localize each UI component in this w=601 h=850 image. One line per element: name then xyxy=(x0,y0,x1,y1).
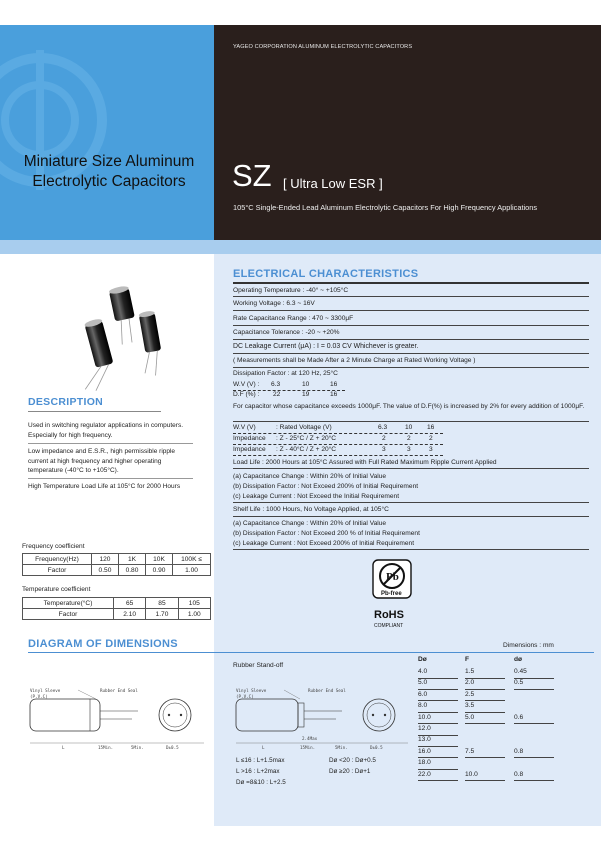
table-cell: 1.00 xyxy=(173,565,211,576)
dimension-cell: 3.5 xyxy=(465,702,475,710)
impedance-dash-rule xyxy=(233,455,443,456)
dc-leakage: DC Leakage Current (μA) : I = 0.03 CV Whichever is greater. xyxy=(233,343,419,350)
table-cell: 65 xyxy=(113,598,145,609)
impedance-row1-cond: : Z - 25°C / Z + 20°C xyxy=(276,435,337,442)
load-life-c: (c) Leakage Current : Not Exceed the Initial Requirement xyxy=(233,493,400,500)
row-divider xyxy=(233,421,589,422)
right-lead1-label: 15Min. xyxy=(300,745,316,750)
frequency-coefficient-caption: Frequency coefficient xyxy=(22,543,85,550)
impedance-row2-value: 3 xyxy=(429,446,433,453)
row-divider xyxy=(233,516,589,517)
table-cell: 10K xyxy=(146,554,173,565)
impedance-row1-value: 2 xyxy=(382,435,386,442)
measurement-note: ( Measurements shall be Made After a 2 Minute Charge at Rated Working Voltage ) xyxy=(233,357,476,364)
table-cell: 1.00 xyxy=(178,609,210,620)
right-dia-label: D±0.5 xyxy=(370,745,383,750)
dimension-cell-rule xyxy=(465,712,505,713)
left-seal-label: Rubber End Seal xyxy=(100,688,138,693)
df-value: 19 xyxy=(302,391,310,398)
dimension-cell: 0.45 xyxy=(514,668,527,675)
description-divider xyxy=(28,478,193,479)
dimension-cell-rule xyxy=(418,757,458,758)
dimension-header: F xyxy=(465,656,470,663)
table-cell: 2.10 xyxy=(113,609,145,620)
dimension-cell: 18.0 xyxy=(418,759,431,767)
dimension-note: L >16 : L+2max xyxy=(236,768,280,775)
table-row xyxy=(23,565,211,576)
dimension-cell-rule xyxy=(465,780,505,781)
dimension-cell: 7.5 xyxy=(465,747,475,755)
capacitor-drawing-right xyxy=(234,685,414,755)
shelf-life-a: (a) Capacitance Change : Within 20% of Initial Value xyxy=(233,520,387,527)
product-title-line2: Electrolytic Capacitors xyxy=(32,173,186,190)
table-cell: 0.80 xyxy=(118,565,145,576)
dimension-cell: 22.0 xyxy=(418,770,431,778)
dimension-cell-rule xyxy=(418,769,458,770)
frequency-coefficient-table xyxy=(22,553,211,576)
dimension-cell: 0.8 xyxy=(514,770,524,778)
description-item-3: High Temperature Load Life at 105°C for 2000 Hours xyxy=(28,483,181,490)
dimension-cell: 6.0 xyxy=(418,690,428,698)
table-row xyxy=(23,609,211,620)
operating-temperature: Operating Temperature : -40° ~ +105°C xyxy=(233,287,349,294)
rubber-standoff-label: Rubber Stand-off xyxy=(233,662,284,669)
dimension-cell-rule xyxy=(418,780,458,781)
left-sleeve-sub: (P.V.C) xyxy=(30,694,48,699)
right-lead2-label: 5Min. xyxy=(335,745,348,750)
load-life-b: (b) Dissipation Factor : Not Exceed 200% of Initial Requirement xyxy=(233,483,419,490)
table-cell: 100K ≤ xyxy=(173,554,211,565)
right-sleeve-label: Vinyl Sleeve xyxy=(236,688,267,693)
dimension-cell-rule xyxy=(418,689,458,690)
load-life-a: (a) Capacitance Change : Within 20% of Initial Value xyxy=(233,473,387,480)
pb-symbol: Pb xyxy=(386,571,399,583)
row-divider xyxy=(233,502,589,503)
dimension-cell-rule xyxy=(514,780,554,781)
dimension-cell-rule xyxy=(418,678,458,679)
series-subtitle: [ Ultra Low ESR ] xyxy=(283,176,383,191)
left-dia-label: D±0.5 xyxy=(166,745,179,750)
shelf-life-c: (c) Leakage Current : Not Exceed 200% of Initial Requirement xyxy=(233,540,415,547)
electrical-rule xyxy=(233,282,589,284)
table-cell: 1.70 xyxy=(146,609,178,620)
table-row xyxy=(23,554,211,565)
row-divider xyxy=(233,310,589,311)
description-rule xyxy=(28,411,161,412)
dimension-cell: 16.0 xyxy=(418,747,431,755)
row-divider xyxy=(233,325,589,326)
description-divider xyxy=(28,443,193,444)
imp-wv-value: 16 xyxy=(427,424,435,431)
dimension-cell-rule xyxy=(418,700,458,701)
left-lead1-label: 15Min. xyxy=(98,745,114,750)
dimension-header: Dø xyxy=(418,656,427,663)
dimension-cell-rule xyxy=(465,723,505,724)
impedance-row1-value: 2 xyxy=(407,435,411,442)
capacitor-product-image xyxy=(60,284,180,394)
dimension-cell-rule xyxy=(418,735,458,736)
dimension-header: dø xyxy=(514,656,523,663)
imp-wv-value: 6.3 xyxy=(378,424,388,431)
header-strip xyxy=(0,240,601,254)
row-divider xyxy=(233,339,589,340)
imp-wv-value: 10 xyxy=(405,424,413,431)
df-wv-value: 16 xyxy=(330,381,338,388)
dissipation-title: Dissipation Factor : at 120 Hz, 25°C xyxy=(233,370,338,377)
impedance-row2-value: 3 xyxy=(407,446,411,453)
header-blue-panel xyxy=(0,25,214,240)
dimension-cell-rule xyxy=(465,757,505,758)
dimension-cell: 5.0 xyxy=(418,679,428,687)
df-value: 16 xyxy=(330,391,338,398)
series-name: SZ xyxy=(232,158,272,193)
dimension-cell: 13.0 xyxy=(418,736,431,744)
dimensions-unit: Dimensions : mm xyxy=(503,642,554,649)
impedance-row2-cond: : Z - 40°C / Z + 20°C xyxy=(276,446,337,453)
temperature-coefficient-caption: Temperature coefficient xyxy=(22,586,91,593)
dimension-note: Dø ≥20 : Dø+1 xyxy=(329,768,371,775)
temperature-coefficient-table xyxy=(22,597,211,620)
product-title xyxy=(4,152,214,192)
df-wv-value: 6.3 xyxy=(271,381,281,388)
dimension-cell-rule xyxy=(418,712,458,713)
dimension-note: L ≤16 : L+1.5max xyxy=(236,757,285,764)
company-name: YAGEO CORPORATION ALUMINUM ELECTROLYTIC CAPACITORS xyxy=(233,44,413,50)
capacitance-range: Rate Capacitance Range : 470 ~ 3300μF xyxy=(233,315,354,322)
df-label: D.F (%) : xyxy=(233,391,260,398)
row-divider xyxy=(233,353,589,354)
dimension-cell: 2.0 xyxy=(465,679,475,687)
impedance-row2-label: Impedance xyxy=(233,446,266,453)
dimension-cell-rule xyxy=(465,700,505,701)
table-cell: 105 xyxy=(178,598,210,609)
description-heading: DESCRIPTION xyxy=(28,396,104,408)
rohs-label: RoHS xyxy=(374,609,404,621)
dimension-cell-rule xyxy=(418,746,458,747)
dimension-note: Dø =8&10 : L+2.5 xyxy=(236,779,286,786)
impedance-dash-rule xyxy=(233,433,443,434)
table-cell: 1K xyxy=(118,554,145,565)
dimension-cell: 4.0 xyxy=(418,668,428,675)
imp-wv-cond: : Rated Voltage (V) xyxy=(276,424,332,431)
dimension-cell-rule xyxy=(465,689,505,690)
table-cell: Temperature(°C) xyxy=(23,598,114,609)
dimension-cell: 8.0 xyxy=(418,702,428,710)
dimension-cell-rule xyxy=(514,757,554,758)
electrical-heading: ELECTRICAL CHARACTERISTICS xyxy=(233,268,419,280)
row-divider xyxy=(233,296,589,297)
series-tagline: 105°C Single-Ended Lead Aluminum Electrolytic Capacitors For High Frequency Applications xyxy=(233,203,538,212)
dimension-cell: 0.8 xyxy=(514,747,524,755)
left-sleeve-label: Vinyl Sleeve xyxy=(30,688,61,693)
dimension-note: Dø <20 : Dø+0.5 xyxy=(329,757,376,764)
dimension-cell: 1.5 xyxy=(465,668,475,675)
row-divider xyxy=(233,549,589,550)
impedance-row1-value: 2 xyxy=(429,435,433,442)
table-cell: 120 xyxy=(91,554,118,565)
dimension-cell: 10.0 xyxy=(465,770,478,778)
dimension-cell: 2.5 xyxy=(465,690,475,698)
working-voltage: Working Voltage : 6.3 ~ 16V xyxy=(233,300,315,307)
dimension-cell: 0.5 xyxy=(514,679,524,687)
impedance-row2-value: 3 xyxy=(382,446,386,453)
dimension-cell: 0.6 xyxy=(514,713,524,721)
diagram-heading: DIAGRAM OF DIMENSIONS xyxy=(28,638,178,650)
capacitance-tolerance: Capacitance Tolerance : -20 ~ +20% xyxy=(233,329,340,336)
dimension-cell: 10.0 xyxy=(418,713,431,721)
right-standoff-label: 2.4Max xyxy=(302,736,318,741)
df-note: For capacitor whose capacitance exceeds 1000μF. The value of D.F(%) is increased by 2% for every addition of 1000μF. xyxy=(233,403,585,410)
dimension-cell-rule xyxy=(465,678,505,679)
dimension-cell-rule xyxy=(514,678,554,679)
description-item-2: Low impedance and E.S.R., high permissible ripple current at high frequency and higher operating temperature (-40°C to +105°C). xyxy=(28,448,176,474)
shelf-life: Shelf Life : 1000 Hours, No Voltage Applied, at 105°C xyxy=(233,506,389,513)
right-seal-label: Rubber End Seal xyxy=(308,688,346,693)
row-divider xyxy=(233,367,589,368)
table-cell: Frequency(Hz) xyxy=(23,554,92,565)
description-item-1: Used in switching regulator applications in computers. Especially for high frequency. xyxy=(28,422,183,439)
table-cell: 85 xyxy=(146,598,178,609)
left-L-label: L xyxy=(62,745,65,750)
dimension-cell: 12.0 xyxy=(418,725,431,732)
table-row xyxy=(23,598,211,609)
pb-free-icon xyxy=(372,559,412,599)
diagram-rule xyxy=(28,652,594,653)
right-sleeve-sub: (P.V.C) xyxy=(236,694,254,699)
compliant-label: COMPLIANT xyxy=(374,623,404,629)
table-cell: Factor xyxy=(23,609,114,620)
capacitor-drawing-left xyxy=(28,685,208,755)
table-cell: 0.50 xyxy=(91,565,118,576)
dimension-cell-rule xyxy=(514,723,554,724)
impedance-dash-rule xyxy=(233,444,443,445)
pb-free-label: Pb-free xyxy=(381,591,402,597)
right-L-label: L xyxy=(262,745,265,750)
product-title-line1: Miniature Size Aluminum xyxy=(23,153,195,170)
df-value: 22 xyxy=(273,391,281,398)
left-lead2-label: 5Min. xyxy=(131,745,144,750)
table-cell: 0.90 xyxy=(146,565,173,576)
impedance-row1-label: Impedance xyxy=(233,435,266,442)
dimension-cell-rule xyxy=(514,689,554,690)
row-divider xyxy=(233,468,589,469)
table-cell: Factor xyxy=(23,565,92,576)
df-wv-label: W.V (V) : xyxy=(233,381,260,388)
df-wv-value: 10 xyxy=(302,381,310,388)
dimension-cell-rule xyxy=(418,723,458,724)
shelf-life-b: (b) Dissipation Factor : Not Exceed 200 % of Initial Requirement xyxy=(233,530,420,537)
imp-wv-label: W.V (V) xyxy=(233,424,256,431)
load-life: Load Life : 2000 Hours at 105°C Assured with Full Rated Maximum Ripple Current Applied xyxy=(233,459,497,466)
dimension-cell: 5.0 xyxy=(465,713,475,721)
